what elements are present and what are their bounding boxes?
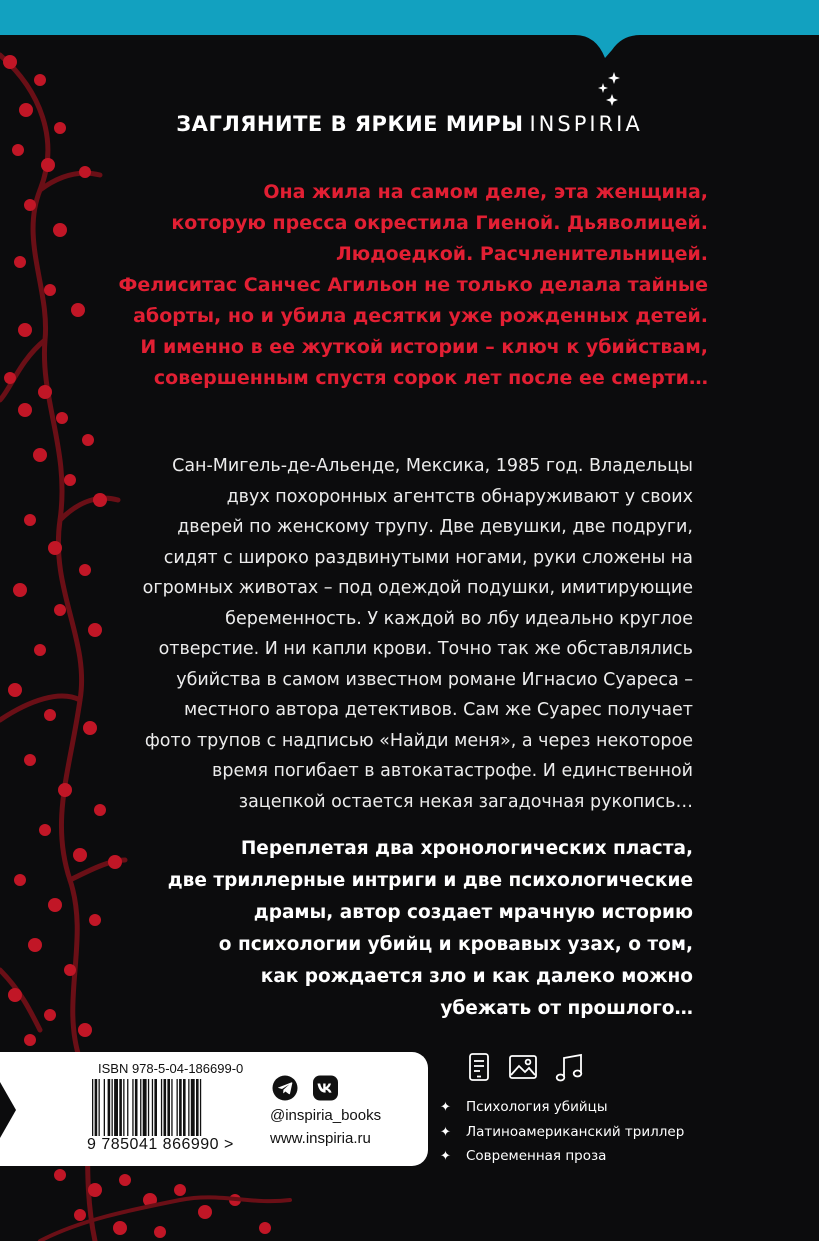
barcode-bar	[196, 1079, 199, 1137]
hook-line: И именно в ее жуткой истории – ключ к убийствам,	[140, 336, 708, 358]
social-icons	[272, 1075, 342, 1101]
barcode-bar	[191, 1079, 195, 1137]
barcode-bar	[127, 1079, 128, 1137]
genre-label: Современная проза	[466, 1148, 607, 1164]
barcode-bar	[148, 1079, 149, 1137]
barcode-bar	[99, 1079, 100, 1137]
hook-line: Фелиситас Санчес Агильон не только делала тайные	[118, 274, 708, 296]
barcode-bar	[154, 1079, 157, 1137]
barcode-bar	[114, 1079, 118, 1137]
music-note-icon	[557, 1055, 582, 1081]
barcode-bar	[152, 1079, 153, 1137]
hook-line: которую пресса окрестила Гиеной. Дьяволицей.	[171, 212, 708, 234]
sparkle-bullet-icon: ✦	[440, 1149, 451, 1164]
barcode-bar	[112, 1079, 113, 1137]
slogan-text: ЗАГЛЯНИТЕ В ЯРКИЕ МИРЫ	[176, 112, 524, 136]
barcode-bar	[161, 1079, 162, 1137]
synopsis-line: сидят с широко раздвинутыми ногами, руки сложены на	[163, 547, 693, 568]
hook-line: совершенным спустя сорок лет после ее смерти…	[153, 367, 708, 389]
barcode-bar	[143, 1079, 147, 1137]
blurb-paragraph	[118, 833, 693, 1025]
synopsis-line: убийства в самом известном романе Игнасио Суареса –	[176, 669, 693, 690]
synopsis-line: отверстие. И ни капли крови. Точно так же обставлялись	[158, 639, 693, 659]
genre-list	[440, 1095, 684, 1169]
vk-icon[interactable]	[313, 1076, 338, 1101]
ebook-icon	[470, 1054, 488, 1080]
barcode-number: 9 785041 866990 >	[87, 1136, 234, 1153]
synopsis-line: местного автора детективов. Сам же Суарес получает	[183, 700, 693, 720]
hook-line: Людоедкой. Расчленительницей.	[335, 243, 708, 265]
sparkle-stars-icon	[596, 72, 622, 108]
barcode-bar	[171, 1079, 172, 1137]
synopsis-paragraph	[118, 451, 693, 817]
genre-label: Психология убийцы	[466, 1099, 608, 1115]
synopsis-line: время погибает в автокатастрофе. И единственной	[212, 761, 693, 781]
publisher-name: INSPIRIA	[529, 112, 643, 136]
blurb-line: Переплетая два хронологических пласта,	[240, 838, 693, 859]
hook-line: Она жила на самом деле, эта женщина,	[263, 181, 708, 203]
sparkle-bullet-icon: ✦	[440, 1100, 451, 1115]
genre-item	[440, 1144, 684, 1169]
synopsis-line: фото трупов с надписью «Найди меня», а через некоторое	[144, 730, 693, 751]
blurb-line: о психологии убийц и кровавых узах, о том,	[218, 934, 693, 955]
synopsis-line: зацепкой остается некая загадочная рукопись…	[238, 791, 693, 812]
isbn-text: ISBN 978-5-04-186699-0	[98, 1061, 244, 1076]
social-handle[interactable]: @inspiria_books	[270, 1107, 382, 1124]
synopsis-line: Сан-Мигель-де-Альенде, Мексика, 1985 год. Владельцы	[172, 456, 693, 476]
synopsis-line: беременность. У каждой во лбу идеально круглое	[225, 608, 693, 629]
label-notch	[0, 1082, 16, 1138]
barcode-bar	[135, 1079, 138, 1137]
format-icons	[468, 1052, 588, 1084]
sparkle-bullet-icon: ✦	[440, 1124, 451, 1140]
blurb-line: две триллерные интриги и две психологические	[167, 870, 693, 891]
hook-line: аборты, но и убила десятки уже рожденных детей.	[133, 305, 708, 327]
barcode-bar	[179, 1079, 182, 1137]
genre-item	[440, 1120, 684, 1145]
synopsis-line: двух похоронных агентств обнаруживают у своих	[226, 486, 693, 507]
genre-item	[440, 1095, 684, 1120]
barcode-bar	[183, 1079, 186, 1137]
barcode-bar	[167, 1079, 170, 1137]
publisher-slogan	[0, 112, 819, 136]
barcode-bar	[188, 1079, 189, 1137]
barcode-bar	[140, 1079, 141, 1137]
barcode-bar	[104, 1079, 105, 1137]
barcode-bar	[177, 1079, 178, 1137]
website-link[interactable]: www.inspiria.ru	[270, 1130, 371, 1147]
genre-label: Латиноамериканский триллер	[466, 1123, 685, 1140]
blurb-line: убежать от прошлого…	[440, 998, 693, 1019]
barcode-bar	[123, 1079, 124, 1137]
synopsis-line: дверей по женскому трупу. Две девушки, две подруги,	[177, 517, 693, 537]
telegram-icon[interactable]	[273, 1076, 298, 1101]
barcode-bar	[164, 1079, 167, 1137]
synopsis-line: огромных животах – под одеждой подушки, имитирующие	[142, 578, 693, 598]
hook-paragraph	[118, 177, 708, 394]
blurb-line: драмы, автор создает мрачную историю	[253, 902, 693, 923]
barcode-bar	[108, 1079, 111, 1137]
barcode-bar	[132, 1079, 133, 1137]
image-icon	[510, 1056, 536, 1078]
blurb-line: как рождается зло и как далеко можно	[260, 966, 693, 987]
barcode-bar	[119, 1079, 122, 1137]
